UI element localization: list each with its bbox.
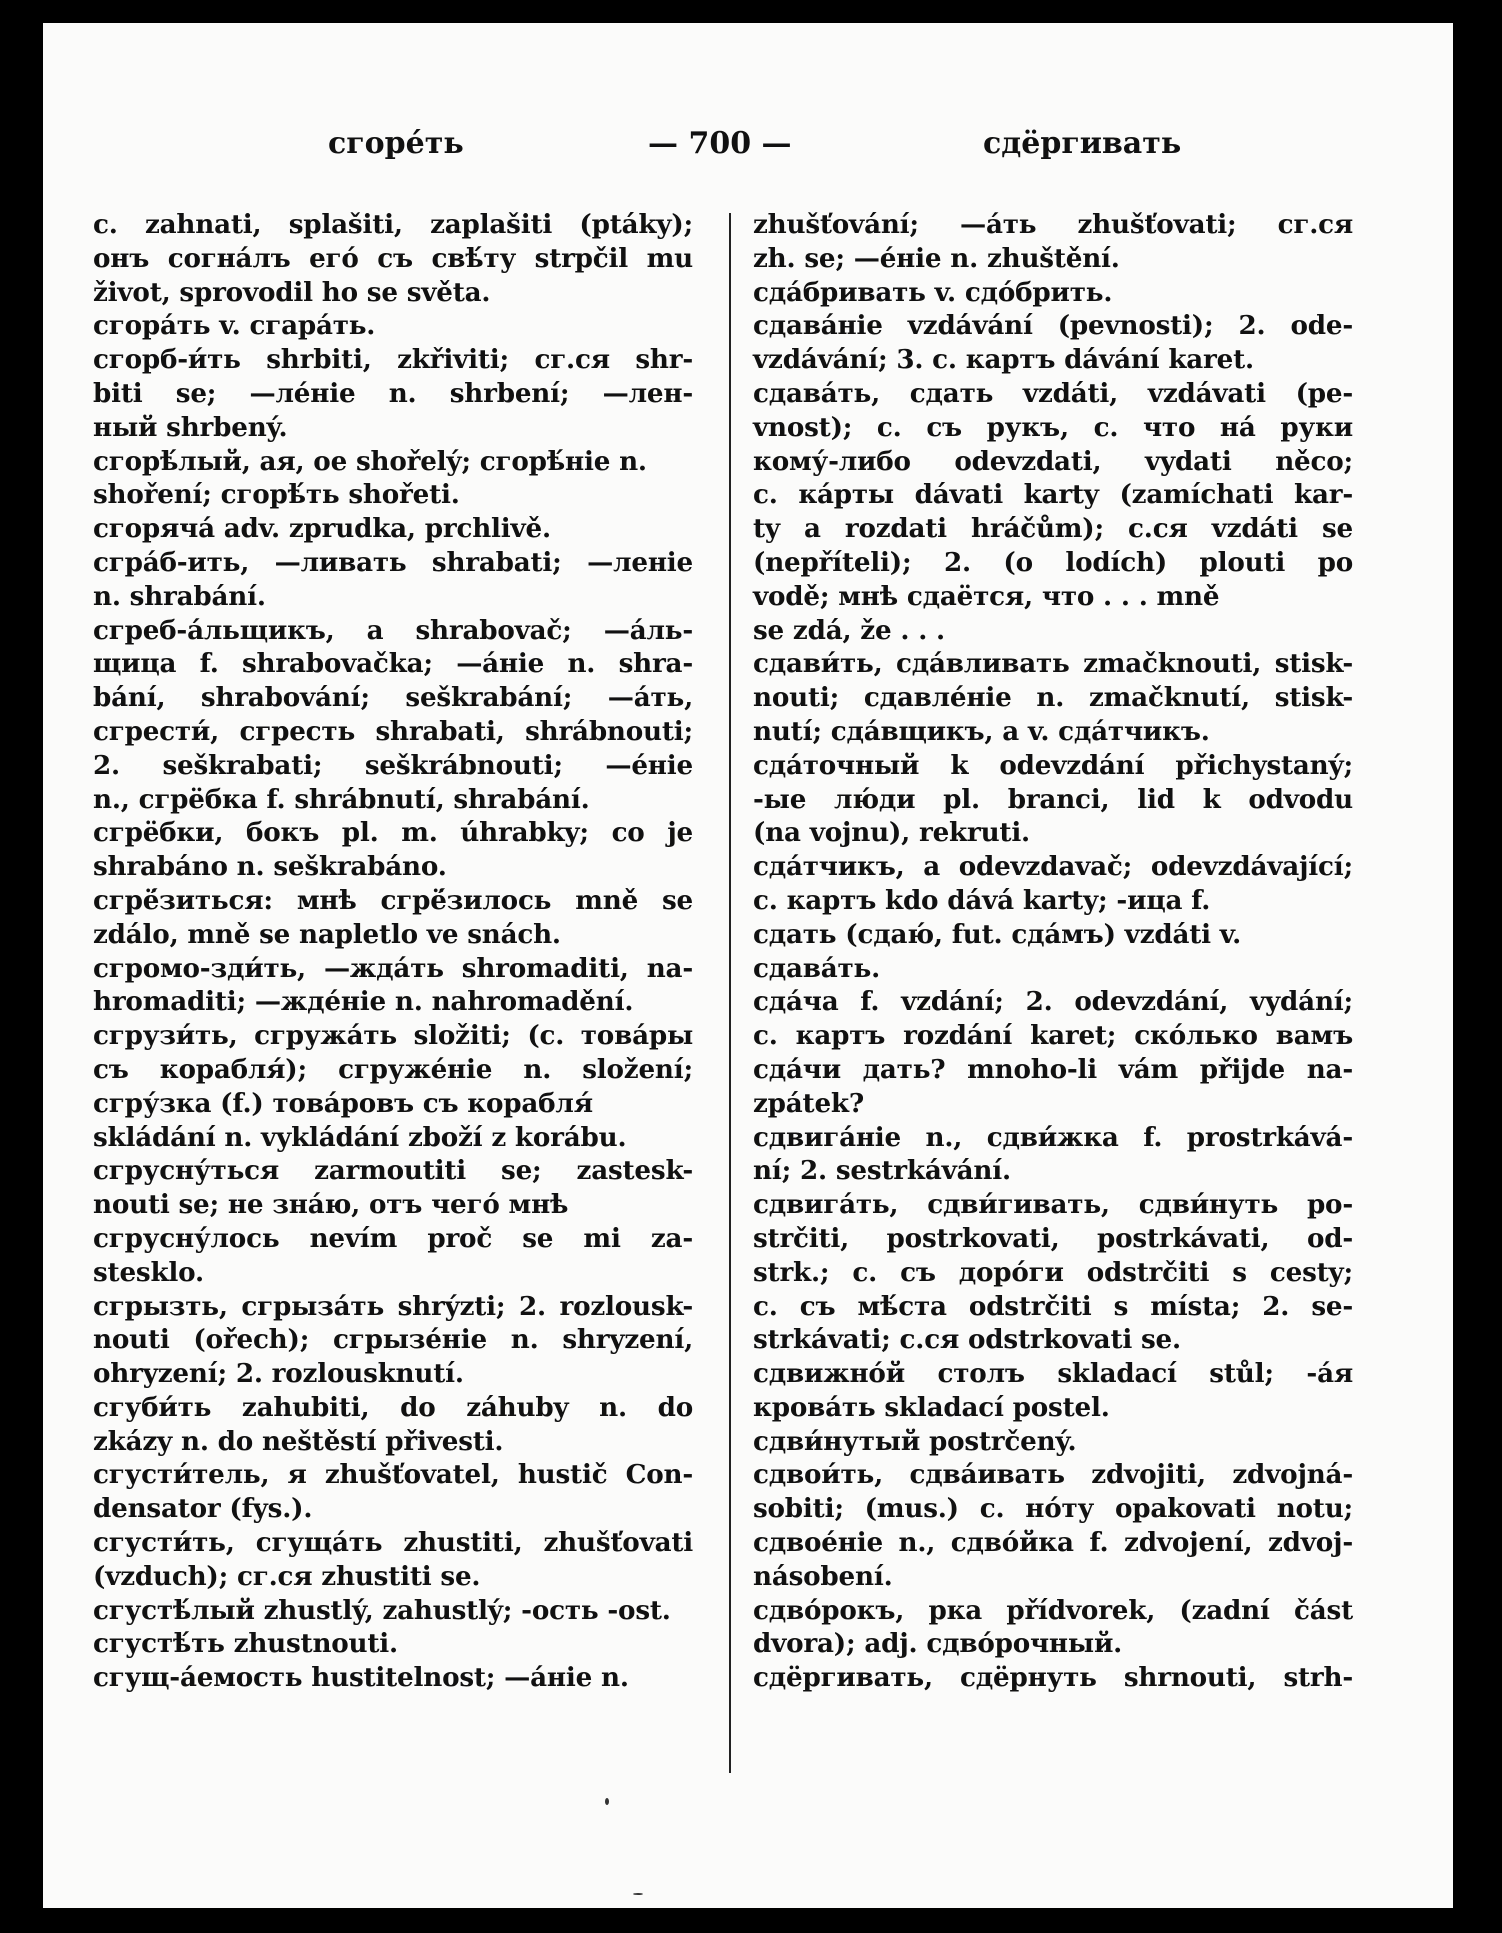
header-right-word: сдёргивать xyxy=(983,126,1182,161)
dictionary-line: život, sprovodil ho se světa. xyxy=(93,276,491,308)
dictionary-line: biti se; —ле́ніе n. shrbení; —лен- xyxy=(93,377,693,409)
dictionary-page xyxy=(43,23,1453,1908)
dictionary-line: сдави́ть, сда́вливать zmačknouti, stisk- xyxy=(753,648,1353,680)
dictionary-line: n. shrabání. xyxy=(93,580,266,612)
dictionary-line: násobení. xyxy=(753,1560,893,1592)
dictionary-line: с. съ мѣ́ста odstrčiti s místa; 2. se- xyxy=(753,1290,1353,1322)
dictionary-line: сгрусну́ться zarmoutiti se; zastesk- xyxy=(93,1155,693,1187)
dictionary-line: dvora); adj. сдво́рочный. xyxy=(753,1628,1123,1660)
dictionary-line: сдвига́ніе n., сдви́жка f. prostrkává- xyxy=(753,1121,1353,1153)
dictionary-line: n., сгрёбка f. shrábnutí, shrabání. xyxy=(93,783,590,815)
dictionary-line: сгреб-а́льщикъ, a shrabovač; —а́ль- xyxy=(93,614,693,646)
dictionary-line: strkávati; с.ся odstrkovati se. xyxy=(753,1324,1181,1356)
dictionary-line: сгрёбки, бокъ pl. m. úhrabky; co je xyxy=(93,817,693,849)
page-header xyxy=(43,126,1453,170)
dictionary-line: (na vojnu), rekruti. xyxy=(753,817,1030,849)
dictionary-line: stesklo. xyxy=(93,1256,204,1288)
dictionary-line: сгрузи́ть, сгружа́ть složiti; (с. това́ры xyxy=(93,1020,693,1052)
dictionary-line: сда́точный k odevzdání přichystaný; xyxy=(753,749,1353,781)
dictionary-line: vodě; мнѣ сдаётся, что . . . mně xyxy=(753,580,1220,612)
dictionary-line: сдвига́ть, сдви́гивать, сдви́нуть po- xyxy=(753,1189,1353,1221)
dictionary-line: с. картъ kdo dává karty; -ица f. xyxy=(753,884,1211,916)
dictionary-line: сгусти́тель, я zhušťovatel, hustič Con- xyxy=(93,1459,693,1491)
dictionary-line: bání, shrabování; seškrabání; —а́ть, xyxy=(93,682,693,714)
dictionary-line: сгрести́, сгресть shrabati, shrábnouti; xyxy=(93,715,693,747)
dictionary-line: сдви́нутый postrčený. xyxy=(753,1425,1077,1457)
dictionary-line: se zdá, že . . . xyxy=(753,614,945,646)
page-number: — 700 — xyxy=(648,126,792,161)
dictionary-line: nouti; сдавле́ніе n. zmačknutí, stisk- xyxy=(753,682,1353,714)
dictionary-line: сдвои́ть, сдва́ивать zdvojiti, zdvojná- xyxy=(753,1459,1353,1491)
dictionary-line: strčiti, postrkovati, postrkávati, od- xyxy=(753,1222,1353,1254)
print-speck xyxy=(633,1893,643,1895)
dictionary-line: кому́-либо odevzdati, vydati něco; xyxy=(753,445,1353,477)
dictionary-line: (nepříteli); 2. (o lodích) plouti po xyxy=(753,546,1353,578)
dictionary-line: -ые лю́ди pl. branci, lid k odvodu xyxy=(753,783,1353,815)
dictionary-line: zkázy n. do neštěstí přivesti. xyxy=(93,1425,504,1457)
dictionary-line: ный shrbený. xyxy=(93,411,288,443)
right-column xyxy=(753,208,1353,1695)
dictionary-line: щица f. shrabovačka; —а́ніе n. shra- xyxy=(93,648,693,680)
dictionary-line: sobiti; (mus.) с. но́ту opakovati notu; xyxy=(753,1493,1353,1525)
dictionary-line: сгоряча́ adv. zprudka, prchlivě. xyxy=(93,513,551,545)
dictionary-line: ní; 2. sestrkávání. xyxy=(753,1155,1011,1187)
dictionary-line: сгру́зка (f.) това́ровъ съ корабля́ xyxy=(93,1087,593,1119)
dictionary-line: skládání n. vykládání zboží z korábu. xyxy=(93,1121,627,1153)
dictionary-line: с. картъ rozdání karet; ско́лько вамъ xyxy=(753,1020,1353,1052)
dictionary-line: сгрё́зиться: мнѣ сгрё́зилось mně se xyxy=(93,884,693,916)
dictionary-line: zpátek? xyxy=(753,1087,864,1119)
dictionary-line: сдава́ть, сдать vzdáti, vzdávati (pe- xyxy=(753,377,1353,409)
column-divider xyxy=(729,213,731,1773)
dictionary-line: сдава́ть. xyxy=(753,952,881,984)
dictionary-line: сгусти́ть, сгуща́ть zhustiti, zhušťovati xyxy=(93,1527,693,1559)
dictionary-line: vzdávání; 3. с. картъ dávání karet. xyxy=(753,344,1254,376)
dictionary-line: онъ согна́лъ его́ съ свѣ́ту strpčil mu xyxy=(93,242,693,274)
dictionary-line: ohryzení; 2. rozlousknutí. xyxy=(93,1358,464,1390)
dictionary-line: сгущ-а́емость hustitelnost; —а́ніе n. xyxy=(93,1662,629,1694)
dictionary-line: сгра́б-ить, —ливать shrabati; —леніе xyxy=(93,546,693,578)
dictionary-line: nouti (ořech); сгрызе́ніе n. shryzení, xyxy=(93,1324,693,1356)
dictionary-line: сгромо-зди́ть, —жда́ть shromaditi, na- xyxy=(93,952,693,984)
dictionary-line: сдёргивать, сдёрнуть shrnouti, strh- xyxy=(753,1662,1353,1694)
dictionary-line: с. ка́рты dávati karty (zamíchati kar- xyxy=(753,479,1353,511)
header-left-word: сгоре́ть xyxy=(328,126,464,161)
dictionary-line: densator (fys.). xyxy=(93,1493,313,1525)
dictionary-line: shrabáno n. seškrabáno. xyxy=(93,851,447,883)
dictionary-line: сда́ча f. vzdání; 2. odevzdání, vydání; xyxy=(753,986,1353,1018)
dictionary-line: zdálo, mně se napletlo ve snách. xyxy=(93,918,561,950)
dictionary-line: vnost); с. съ рукъ, с. что на́ руки xyxy=(753,411,1353,443)
dictionary-line: сгустѣ́ть zhustnouti. xyxy=(93,1628,398,1660)
dictionary-line: shoření; сгорѣ́ть shořeti. xyxy=(93,479,460,511)
dictionary-line: с. zahnati, splašiti, zaplašiti (ptáky); xyxy=(93,209,693,240)
dictionary-line: сда́чи дать? mnoho-li vám přijde na- xyxy=(753,1053,1353,1085)
dictionary-line: nutí; сда́вщикъ, a v. сда́тчикъ. xyxy=(753,715,1210,747)
dictionary-line: сда́тчикъ, a odevzdavač; odevzdávající; xyxy=(753,851,1353,883)
dictionary-line: сдво́рокъ, рка přídvorek, (zadní část xyxy=(753,1594,1353,1626)
dictionary-line: сгорб-и́ть shrbiti, zkřiviti; сг.ся shr- xyxy=(93,344,693,376)
dictionary-line: (vzduch); сг.ся zhustiti se. xyxy=(93,1560,481,1592)
dictionary-line: сдвижно́й столъ skladací stůl; -а́я xyxy=(753,1358,1353,1390)
dictionary-line: сда́бривать v. сдо́брить. xyxy=(753,276,1113,308)
dictionary-line: сгора́ть v. сгара́ть. xyxy=(93,310,376,342)
left-column xyxy=(93,208,693,1695)
dictionary-line: сгрусну́лось nevím proč se mi za- xyxy=(93,1222,693,1254)
dictionary-line: сгрызть, сгрыза́ть shrýzti; 2. rozlousk- xyxy=(93,1290,693,1322)
dictionary-line: zhušťování; —а́ть zhušťovati; сг.ся xyxy=(753,209,1353,240)
dictionary-line: nouti se; не зна́ю, отъ чего́ мнѣ xyxy=(93,1189,569,1221)
dictionary-line: zh. se; —е́ніе n. zhuštění. xyxy=(753,242,1120,274)
dictionary-line: 2. seškrabati; seškrábnouti; —е́ніе xyxy=(93,749,693,781)
dictionary-line: сдать (сдаю́, fut. сда́мъ) vzdáti v. xyxy=(753,918,1242,950)
dictionary-line: strk.; с. съ доро́ги odstrčiti s cesty; xyxy=(753,1256,1353,1288)
dictionary-line: сдава́ніе vzdávání (pevnosti); 2. ode- xyxy=(753,310,1353,342)
print-speck xyxy=(605,1798,609,1805)
dictionary-line: съ корабля́); сгруже́ніе n. složení; xyxy=(93,1053,693,1085)
dictionary-line: сдвое́ніе n., сдво́йка f. zdvojení, zdvoj- xyxy=(753,1527,1353,1559)
dictionary-line: сгорѣ́лый, ая, ое shořelý; сгорѣ́ніе n. xyxy=(93,445,647,477)
dictionary-line: сгустѣ́лый zhustlý, zahustlý; -ость -ost. xyxy=(93,1594,671,1626)
dictionary-line: сгуби́ть zahubiti, do záhuby n. do xyxy=(93,1391,693,1423)
dictionary-line: ty a rozdati hráčům); с.ся vzdáti se xyxy=(753,513,1353,545)
dictionary-line: hromaditi; —жде́ніе n. nahromadění. xyxy=(93,986,634,1018)
dictionary-line: крова́ть skladací postel. xyxy=(753,1391,1110,1423)
